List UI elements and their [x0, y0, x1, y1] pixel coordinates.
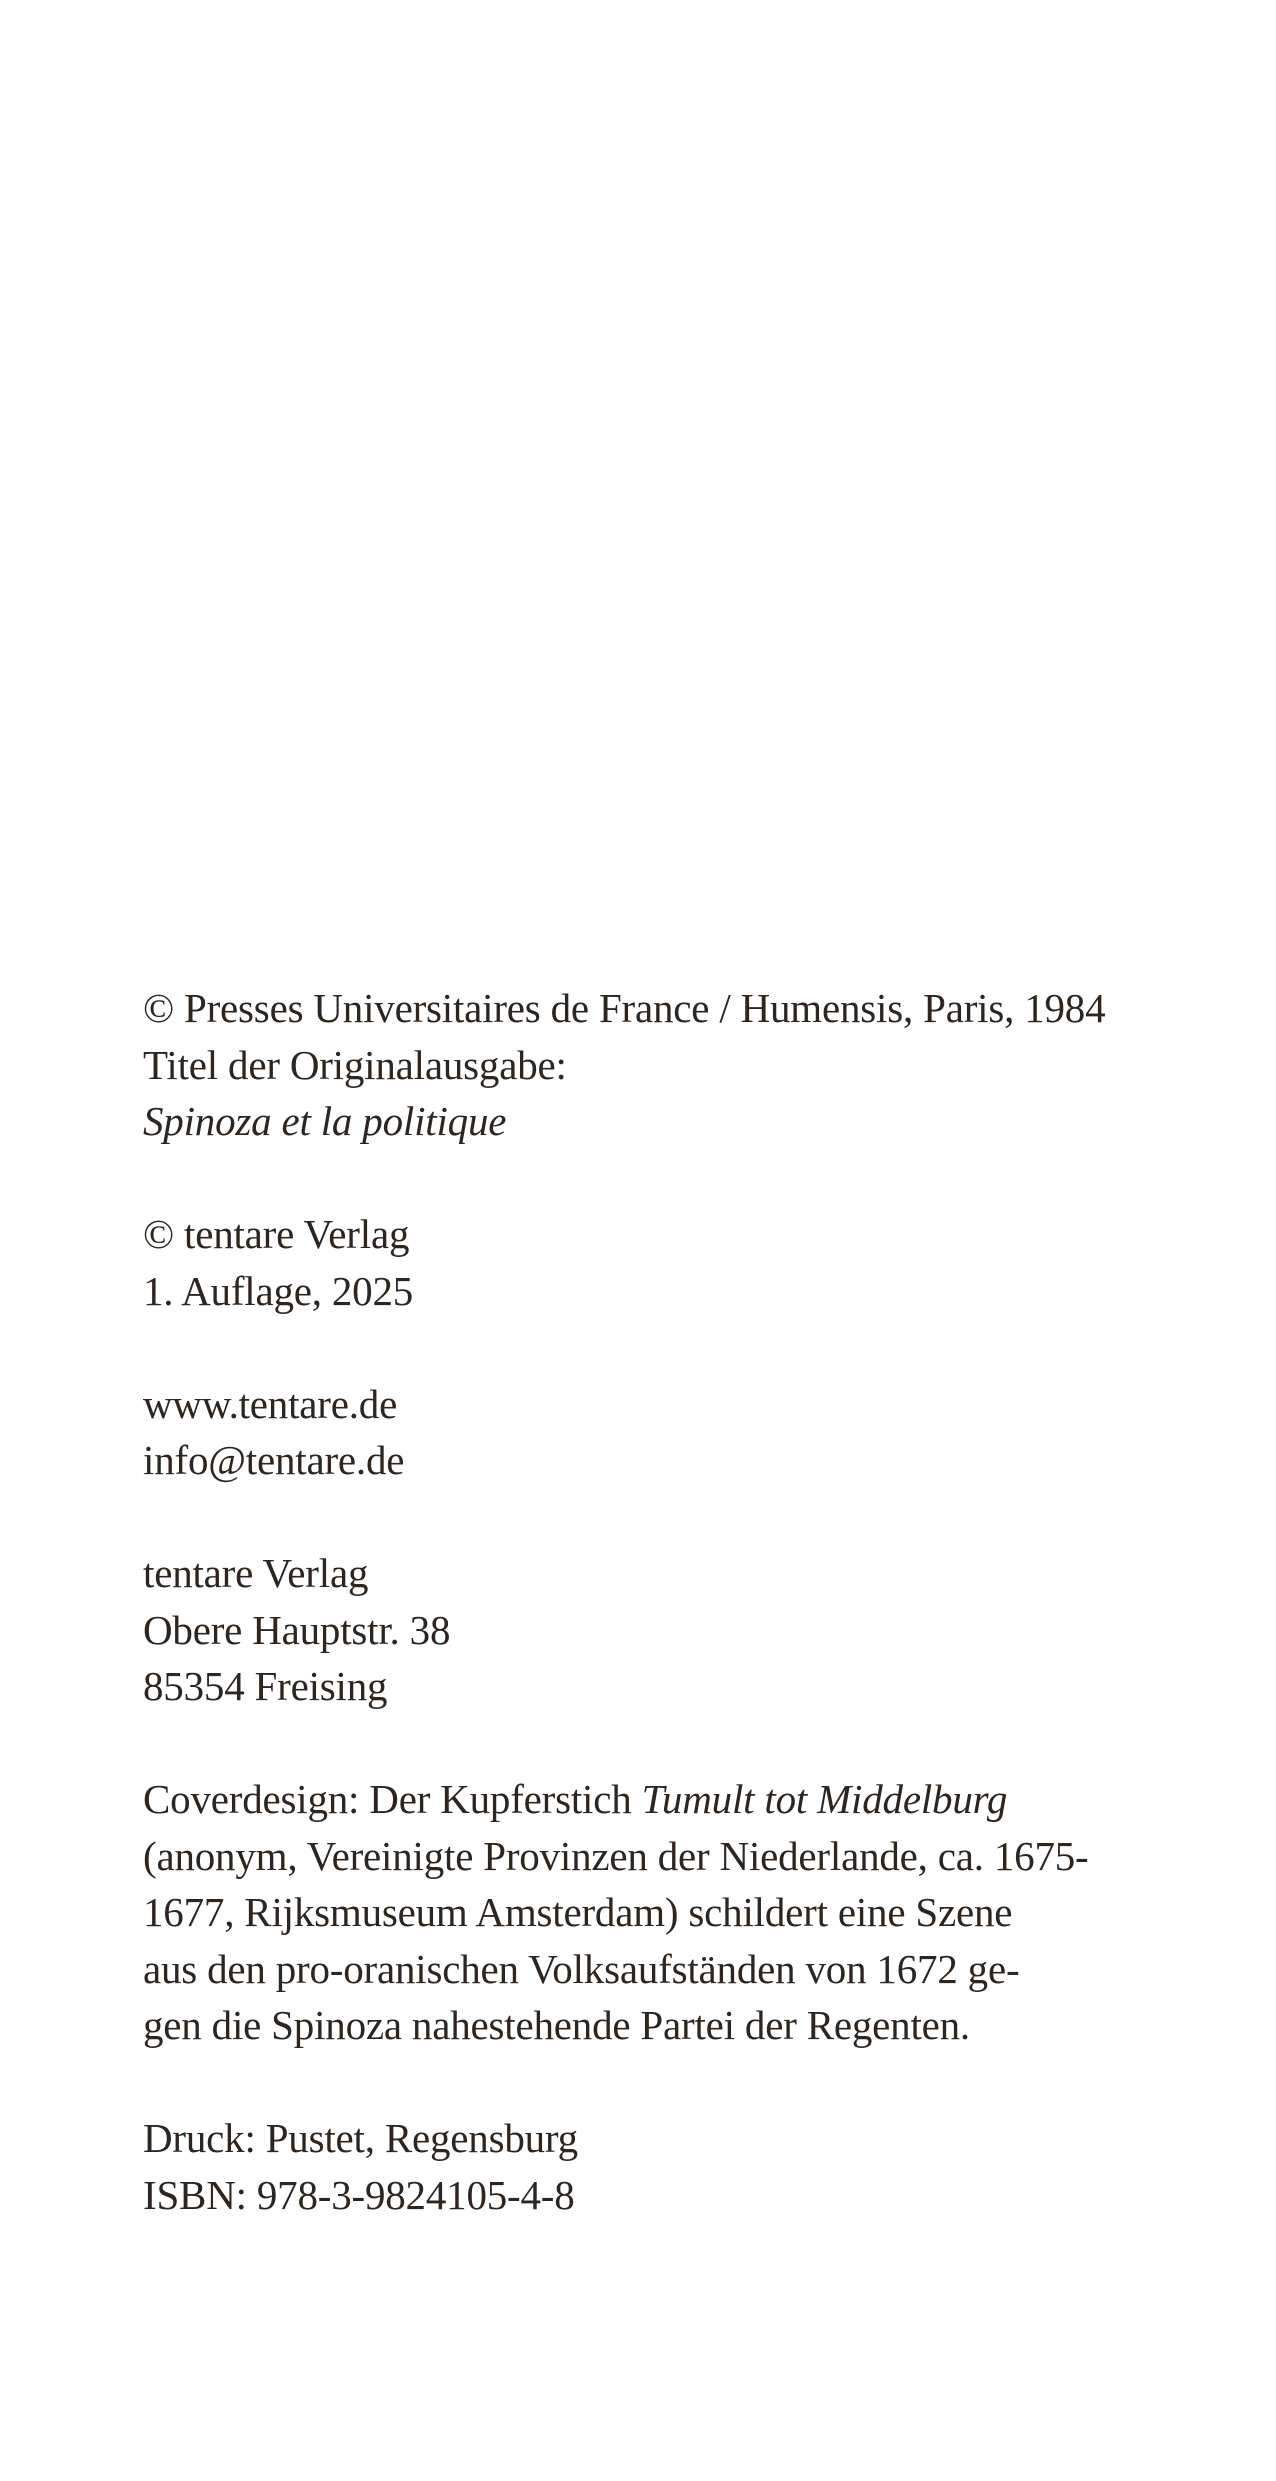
contact-block [143, 1376, 1143, 1489]
isbn: ISBN: 978-3-9824105-4-8 [143, 2171, 575, 2218]
original-title-label: Titel der Originalausgabe: [143, 1041, 567, 1088]
cover-line-4: aus den pro-oranischen Volksaufständen von 1672 ge- [143, 1945, 1020, 1992]
publisher-name: tentare Verlag [143, 1550, 369, 1596]
publisher-city: 85354 Freising [143, 1663, 388, 1709]
address-block [143, 1545, 1143, 1715]
printer: Druck: Pustet, Regensburg [143, 2115, 578, 2161]
imprint-text [143, 980, 1143, 2280]
website-link: www.tentare.de [143, 1380, 398, 1427]
cover-prefix: Coverdesign: Der Kupferstich [143, 1776, 642, 1822]
edition-block [143, 1206, 1143, 1319]
cover-line-1 [143, 1771, 1143, 1828]
cover-design-block [143, 1771, 1143, 2054]
printing-block [143, 2110, 1143, 2223]
publisher-street: Obere Hauptstr. 38 [143, 1606, 451, 1653]
edition-printing: 1. Auflage, 2025 [143, 1267, 414, 1314]
cover-line-2: (anonym, Vereinigte Provinzen der Niederlande, ca. 1675- [143, 1832, 1089, 1879]
original-title: Spinoza et la politique [143, 1098, 507, 1144]
email-link: info@tentare.de [143, 1437, 405, 1483]
edition-copyright: © tentare Verlag [143, 1211, 410, 1257]
cover-line-5: gen die Spinoza nahestehende Partei der Regenten. [143, 2002, 970, 2048]
artwork-title: Tumult tot Middelburg [641, 1776, 1008, 1822]
original-copyright: © Presses Universitaires de France / Humensis, Paris, 1984 [143, 985, 1106, 1031]
cover-line-3: 1677, Rijksmuseum Amsterdam) schildert eine Szene [143, 1889, 1013, 1935]
original-edition-block [143, 980, 1143, 1150]
